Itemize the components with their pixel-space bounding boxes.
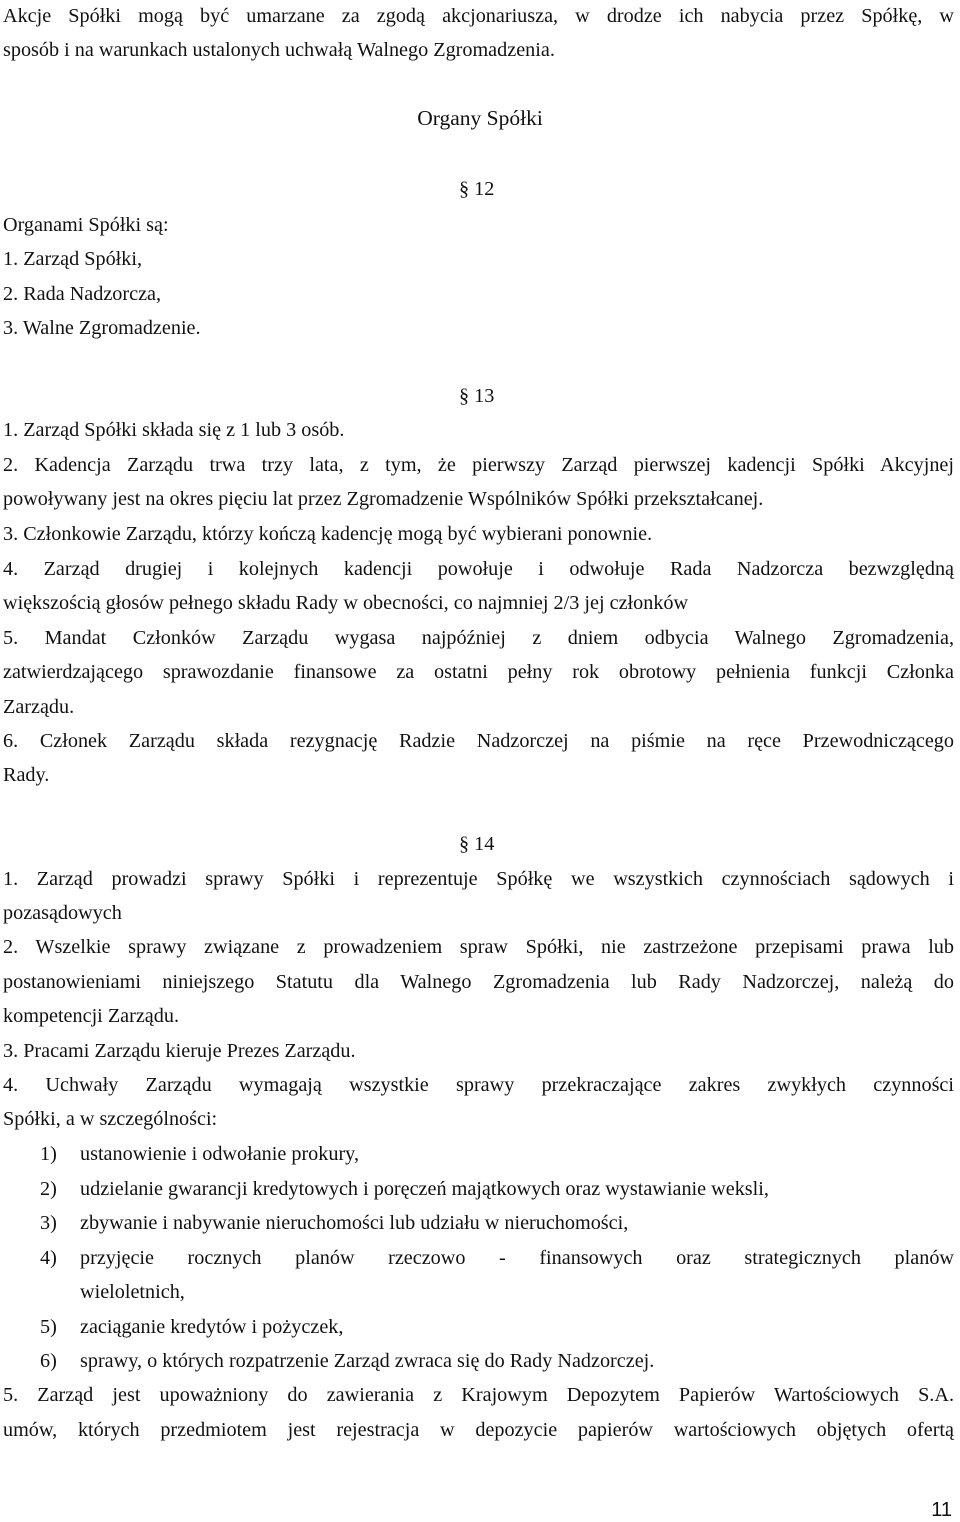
- p12-line: 1. Zarząd Spółki,: [3, 248, 143, 270]
- list-item-number: 2): [40, 1178, 57, 1200]
- list-item: przyjęcie rocznych planów rzeczowo - finansowych oraz strategicznych planów: [80, 1247, 954, 1269]
- p13-line: większością głosów pełnego składu Rady w obecności, co najmniej 2/3 jej członków: [3, 592, 689, 614]
- list-item-number: 5): [40, 1316, 57, 1338]
- p12-line: 2. Rada Nadzorcza,: [3, 283, 162, 305]
- p14-line: 2. Wszelkie sprawy związane z prowadzeniem spraw Spółki, nie zastrzeżone przepisami prawa lub: [3, 936, 954, 958]
- list-item-number: 6): [40, 1350, 57, 1372]
- page-number: 11: [931, 1499, 952, 1521]
- list-item-continuation: wieloletnich,: [80, 1281, 185, 1303]
- paragraph-mark-12: § 12: [459, 178, 495, 200]
- p13-line: Rady.: [3, 764, 50, 786]
- p14-line: 3. Pracami Zarządu kieruje Prezes Zarządu.: [3, 1040, 356, 1062]
- p13-line: 1. Zarząd Spółki składa się z 1 lub 3 osób.: [3, 419, 345, 441]
- section-title: Organy Spółki: [417, 106, 543, 130]
- p13-line: 2. Kadencja Zarządu trwa trzy lata, z tym, że pierwszy Zarząd pierwszej kadencji Spółki Akcyjnej: [3, 454, 954, 476]
- p14-line: Spółki, a w szczególności:: [3, 1108, 218, 1130]
- p13-line: 4. Zarząd drugiej i kolejnych kadencji powołuje i odwołuje Rada Nadzorcza bezwzględną: [3, 558, 954, 580]
- paragraph-mark-13: § 13: [459, 385, 495, 407]
- p14-line: 4. Uchwały Zarządu wymagają wszystkie sprawy przekraczające zakres zwykłych czynności: [3, 1074, 954, 1096]
- list-item-number: 3): [40, 1212, 57, 1234]
- paragraph-mark-14: § 14: [459, 833, 495, 855]
- p13-line: 6. Członek Zarządu składa rezygnację Radzie Nadzorczej na piśmie na ręce Przewodniczącego: [3, 730, 954, 752]
- list-item-number: 4): [40, 1247, 57, 1269]
- list-item: sprawy, o których rozpatrzenie Zarząd zwraca się do Rady Nadzorczej.: [80, 1350, 655, 1372]
- p13-line: powoływany jest na okres pięciu lat przez Zgromadzenie Wspólników Spółki przekształcanej.: [3, 488, 764, 510]
- p13-line: 3. Członkowie Zarządu, którzy kończą kadencję mogą być wybierani ponownie.: [3, 523, 653, 545]
- list-item: ustanowienie i odwołanie prokury,: [80, 1143, 360, 1165]
- p13-line: zatwierdzającego sprawozdanie finansowe za ostatni pełny rok obrotowy pełnienia funkcji Członka: [3, 661, 954, 683]
- intro-line-2: sposób i na warunkach ustalonych uchwałą Walnego Zgromadzenia.: [3, 39, 555, 61]
- p13-line: 5. Mandat Członków Zarządu wygasa najpóźniej z dniem odbycia Walnego Zgromadzenia,: [3, 627, 954, 649]
- list-item: udzielanie gwarancji kredytowych i poręczeń majątkowych oraz wystawianie weksli,: [80, 1178, 769, 1200]
- p12-line: 3. Walne Zgromadzenie.: [3, 317, 201, 339]
- p14-line: kompetencji Zarządu.: [3, 1005, 179, 1027]
- p12-line: Organami Spółki są:: [3, 214, 169, 236]
- list-item: zaciąganie kredytów i pożyczek,: [80, 1316, 344, 1338]
- p14-line: 5. Zarząd jest upoważniony do zawierania z Krajowym Depozytem Papierów Wartościowych S.A.: [3, 1384, 954, 1406]
- p14-line: 1. Zarząd prowadzi sprawy Spółki i reprezentuje Spółkę we wszystkich czynnościach sądowych i: [3, 868, 954, 890]
- p14-line: pozasądowych: [3, 902, 122, 924]
- intro-line-1: Akcje Spółki mogą być umarzane za zgodą akcjonariusza, w drodze ich nabycia przez Spółkę, w: [3, 5, 954, 27]
- list-item-number: 1): [40, 1143, 57, 1165]
- p13-line: Zarządu.: [3, 696, 75, 718]
- p14-line: umów, których przedmiotem jest rejestracja w depozycie papierów wartościowych objętych ofertą: [3, 1419, 954, 1441]
- list-item: zbywanie i nabywanie nieruchomości lub udziału w nieruchomości,: [80, 1212, 629, 1234]
- p14-line: postanowieniami niniejszego Statutu dla Walnego Zgromadzenia lub Rady Nadzorczej, należą do: [3, 971, 954, 993]
